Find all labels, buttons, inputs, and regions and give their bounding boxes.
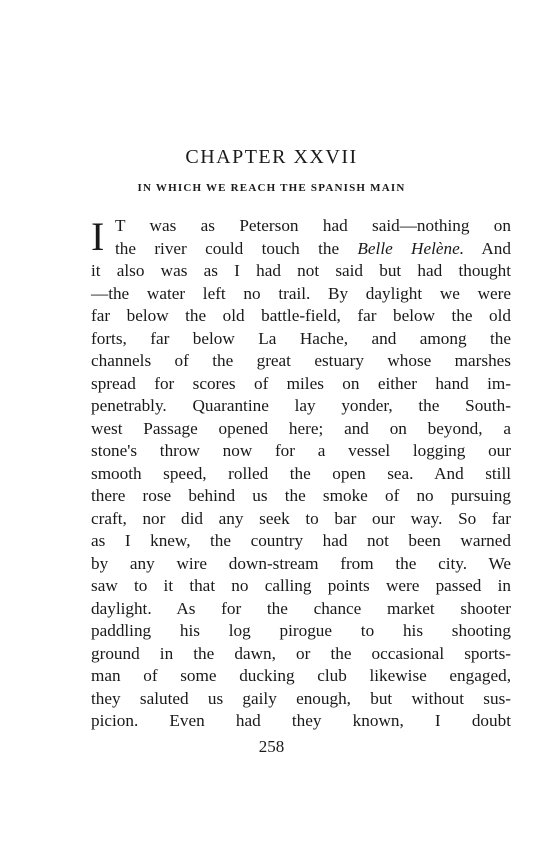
text-line: —the water left no trail. By daylight we were: [91, 283, 511, 303]
text-run: the river could touch the: [115, 238, 358, 258]
text-line: it also was as I had not said but had thought: [91, 261, 511, 280]
chapter-subtitle: IN WHICH WE REACH THE SPANISH MAIN: [137, 182, 406, 194]
text-line: man of some ducking club likewise engaged,: [91, 666, 511, 685]
ship-name: Belle Helène.: [357, 238, 465, 258]
text-line: penetrably. Quarantine lay yonder, the South-: [91, 396, 511, 415]
text-line: channels of the great estuary whose marshes: [91, 351, 511, 370]
text-line: far below the old battle-field, far below the old: [91, 306, 511, 325]
text-line: ground in the dawn, or the occasional sports-: [91, 643, 511, 663]
text-line: as I knew, the country had not been warned: [91, 531, 511, 550]
text-line: paddling his log pirogue to his shooting: [91, 621, 511, 640]
text-line: craft, nor did any seek to bar our way. So far: [91, 508, 511, 528]
text-line: daylight. As for the chance market shooter: [91, 598, 511, 618]
drop-cap: I: [91, 214, 105, 259]
text-line: smooth speed, rolled the open sea. And still: [91, 463, 511, 483]
text-line: they saluted us gaily enough, but without sus-: [91, 688, 511, 708]
chapter-title: CHAPTER XXVII: [185, 146, 358, 168]
text-line: spread for scores of miles on either hand im-: [91, 373, 511, 393]
text-line: saw to it that no calling points were passed in: [91, 576, 511, 595]
text-line: picion. Even had they known, I doubt: [91, 711, 511, 730]
text-line: forts, far below La Hache, and among the: [91, 328, 511, 348]
text-line: [91, 238, 511, 261]
text-line: west Passage opened here; and on beyond, a: [91, 418, 511, 438]
text-line: stone's throw now for a vessel logging our: [91, 441, 511, 460]
text-line: there rose behind us the smoke of no pursuing: [91, 486, 511, 505]
text-line: T was as Peterson had said—nothing on: [115, 216, 511, 235]
text-run: And: [464, 238, 511, 258]
text-line: by any wire down-stream from the city. We: [91, 553, 511, 573]
page-number: 258: [258, 737, 285, 756]
body-text: [91, 215, 511, 733]
